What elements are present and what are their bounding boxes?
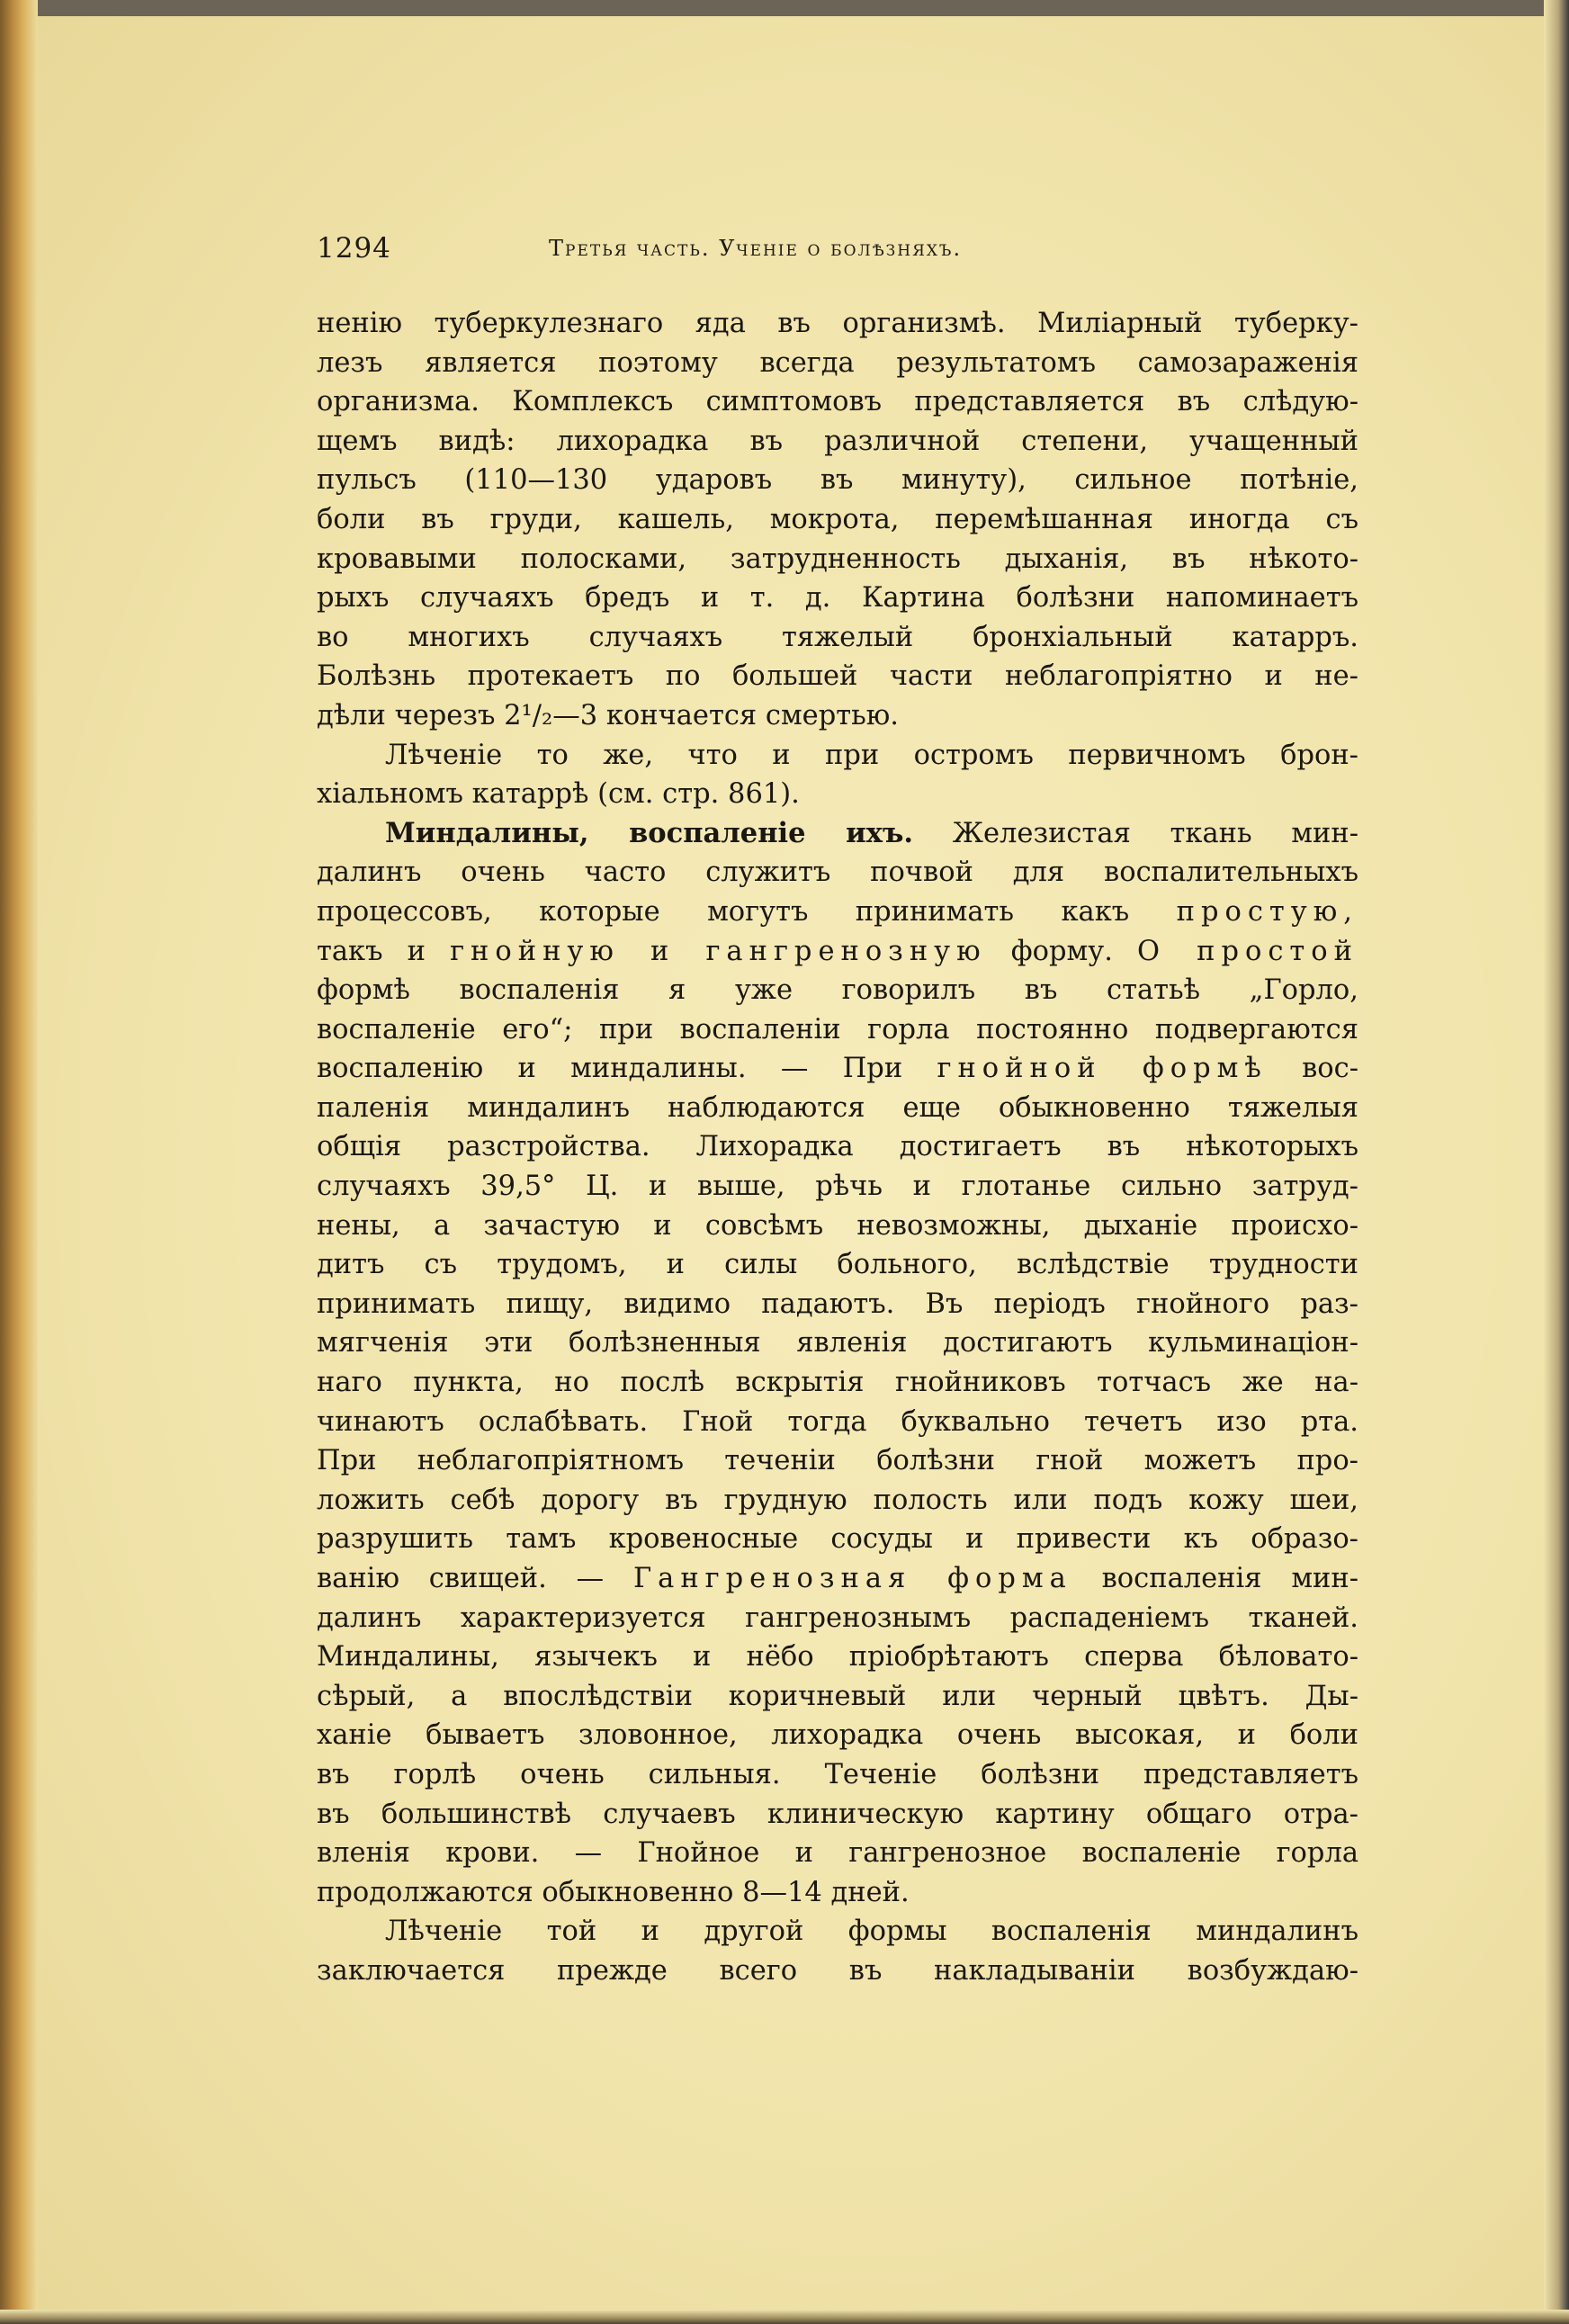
section-heading: Миндалины, воспаленіе ихъ. [385, 816, 913, 849]
emphasized-text: простую, [1176, 895, 1358, 928]
text-line: далинъ характеризуется гангренознымъ распаденіемъ тканей. [317, 1602, 1358, 1634]
text-run: Железистая ткань мин- [952, 817, 1358, 849]
text-line [317, 1559, 1358, 1599]
text-run: вос- [1302, 1053, 1358, 1085]
text-line: общія разстройства. Лихорадка достигаетъ въ нѣкоторыхъ [317, 1131, 1358, 1163]
text-line: Миндалины, язычекъ и нёбо пріобрѣтаютъ сперва бѣловато- [317, 1641, 1358, 1673]
text-line [317, 893, 1358, 932]
text-line: При неблагопріятномъ теченіи болѣзни гной можетъ про- [317, 1445, 1358, 1477]
right-edge [1544, 0, 1569, 2324]
emphasized-text: гнойную и гангренозную [450, 935, 987, 967]
text-line: принимать пищу, видимо падаютъ. Въ періодъ гнойного раз- [317, 1288, 1358, 1320]
text-line: Лѣченіе той и другой формы воспаленія миндалинъ [385, 1916, 1358, 1948]
text-line: продолжаются обыкновенно 8—14 дней. [317, 1876, 910, 1908]
text-line: Лѣченіе то же, что и при остромъ первичномъ брон- [385, 739, 1358, 771]
text-line: организма. Комплексъ симптомовъ представляется въ слѣдую- [317, 386, 1358, 418]
text-line: разрушить тамъ кровеносные сосуды и привести къ образо- [317, 1523, 1358, 1556]
text-line: дѣли черезъ 2¹/₂—3 кончается смертью. [317, 699, 899, 731]
top-edge [0, 0, 1569, 16]
text-line: наго пункта, но послѣ вскрытія гнойниковъ тотчасъ же на- [317, 1367, 1358, 1399]
text-line: далинъ очень часто служитъ почвой для воспалительныхъ [317, 857, 1358, 889]
text-line: пульсъ (110—130 ударовъ въ минуту), сильное потѣніе, [317, 464, 1358, 497]
text-line: паленія миндалинъ наблюдаются еще обыкновенно тяжелыя [317, 1091, 1358, 1124]
text-line: мягченія эти болѣзненныя явленія достигаютъ кульминаціон- [317, 1327, 1358, 1359]
body-text [317, 304, 1358, 1991]
text-line: хіальномъ катаррѣ (см. стр. 861). [317, 778, 800, 811]
text-line: Болѣзнь протекаетъ по большей части неблагопріятно и не- [317, 660, 1358, 693]
text-line: вленія крови. — Гнойное и гангренозное воспаленіе горла [317, 1837, 1358, 1870]
text-line: въ большинствѣ случаевъ клиническую картину общаго отра- [317, 1798, 1358, 1830]
text-line: щемъ видѣ: лихорадка въ различной степени, учащенный [317, 425, 1358, 457]
text-run: воспаленія мин- [1101, 1563, 1358, 1594]
text-line: боли въ груди, кашель, мокрота, перемѣшанная иногда съ [317, 503, 1358, 535]
text-line: дитъ съ трудомъ, и силы больного, вслѣдствіе трудности [317, 1249, 1358, 1281]
text-line: воспаленіе его“; при воспаленіи горла постоянно подвергаются [317, 1013, 1358, 1045]
page-number: 1294 [317, 232, 391, 265]
emphasized-text: Гангренозная форма [632, 1563, 1072, 1594]
text-run: ванію свищей. — [317, 1563, 605, 1594]
text-line [317, 814, 1358, 854]
text-line: ложить себѣ дорогу въ грудную полость или подъ кожу шеи, [317, 1484, 1358, 1516]
text-run: форму. [1010, 935, 1113, 967]
emphasized-text: гнойной формѣ [937, 1053, 1268, 1085]
text-line: рыхъ случаяхъ бредъ и т. д. Картина болѣзни напоминаетъ [317, 582, 1358, 615]
text-line: заключается прежде всего въ накладываніи возбуждаю- [317, 1954, 1358, 1987]
text-line: сѣрый, а впослѣдствіи коричневый или черный цвѣтъ. Ды- [317, 1680, 1358, 1712]
running-title: Третья часть. Ученіе о болѣзняхъ. [549, 236, 963, 261]
text-line: случаяхъ 39,5° Ц. и выше, рѣчь и глотанье сильно затруд- [317, 1171, 1358, 1203]
text-line [317, 932, 1358, 972]
text-line: формѣ воспаленія я уже говорилъ въ статьѣ „Горло, [317, 974, 1358, 1007]
text-line: ханіе бываетъ зловонное, лихорадка очень высокая, и боли [317, 1719, 1358, 1752]
text-line: нены, а зачастую и совсѣмъ невозможны, дыханіе происхо- [317, 1209, 1358, 1242]
text-run: воспаленію и миндалины. — При [317, 1053, 903, 1085]
text-line: кровавыми полосками, затрудненность дыханія, въ нѣкото- [317, 543, 1358, 575]
text-line: чинаютъ ослабѣвать. Гной тогда буквально течетъ изо рта. [317, 1405, 1358, 1438]
text-line [317, 1049, 1358, 1089]
text-line: лезъ является поэтому всегда результатомъ самозараженія [317, 346, 1358, 379]
emphasized-text: О простой [1137, 935, 1358, 967]
text-line: во многихъ случаяхъ тяжелый бронхіальный катарръ. [317, 621, 1358, 653]
page-header [317, 232, 1387, 277]
text-run: такъ и [317, 935, 426, 967]
text-line: въ горлѣ очень сильныя. Теченіе болѣзни представляетъ [317, 1758, 1358, 1790]
text-line: ненію туберкулезнаго яда въ организмѣ. Миліарный туберку- [317, 308, 1358, 339]
bottom-edge [0, 2310, 1569, 2324]
book-spine-edge [0, 0, 38, 2324]
text-run: процессовъ, которые могутъ принимать какъ [317, 895, 1130, 928]
